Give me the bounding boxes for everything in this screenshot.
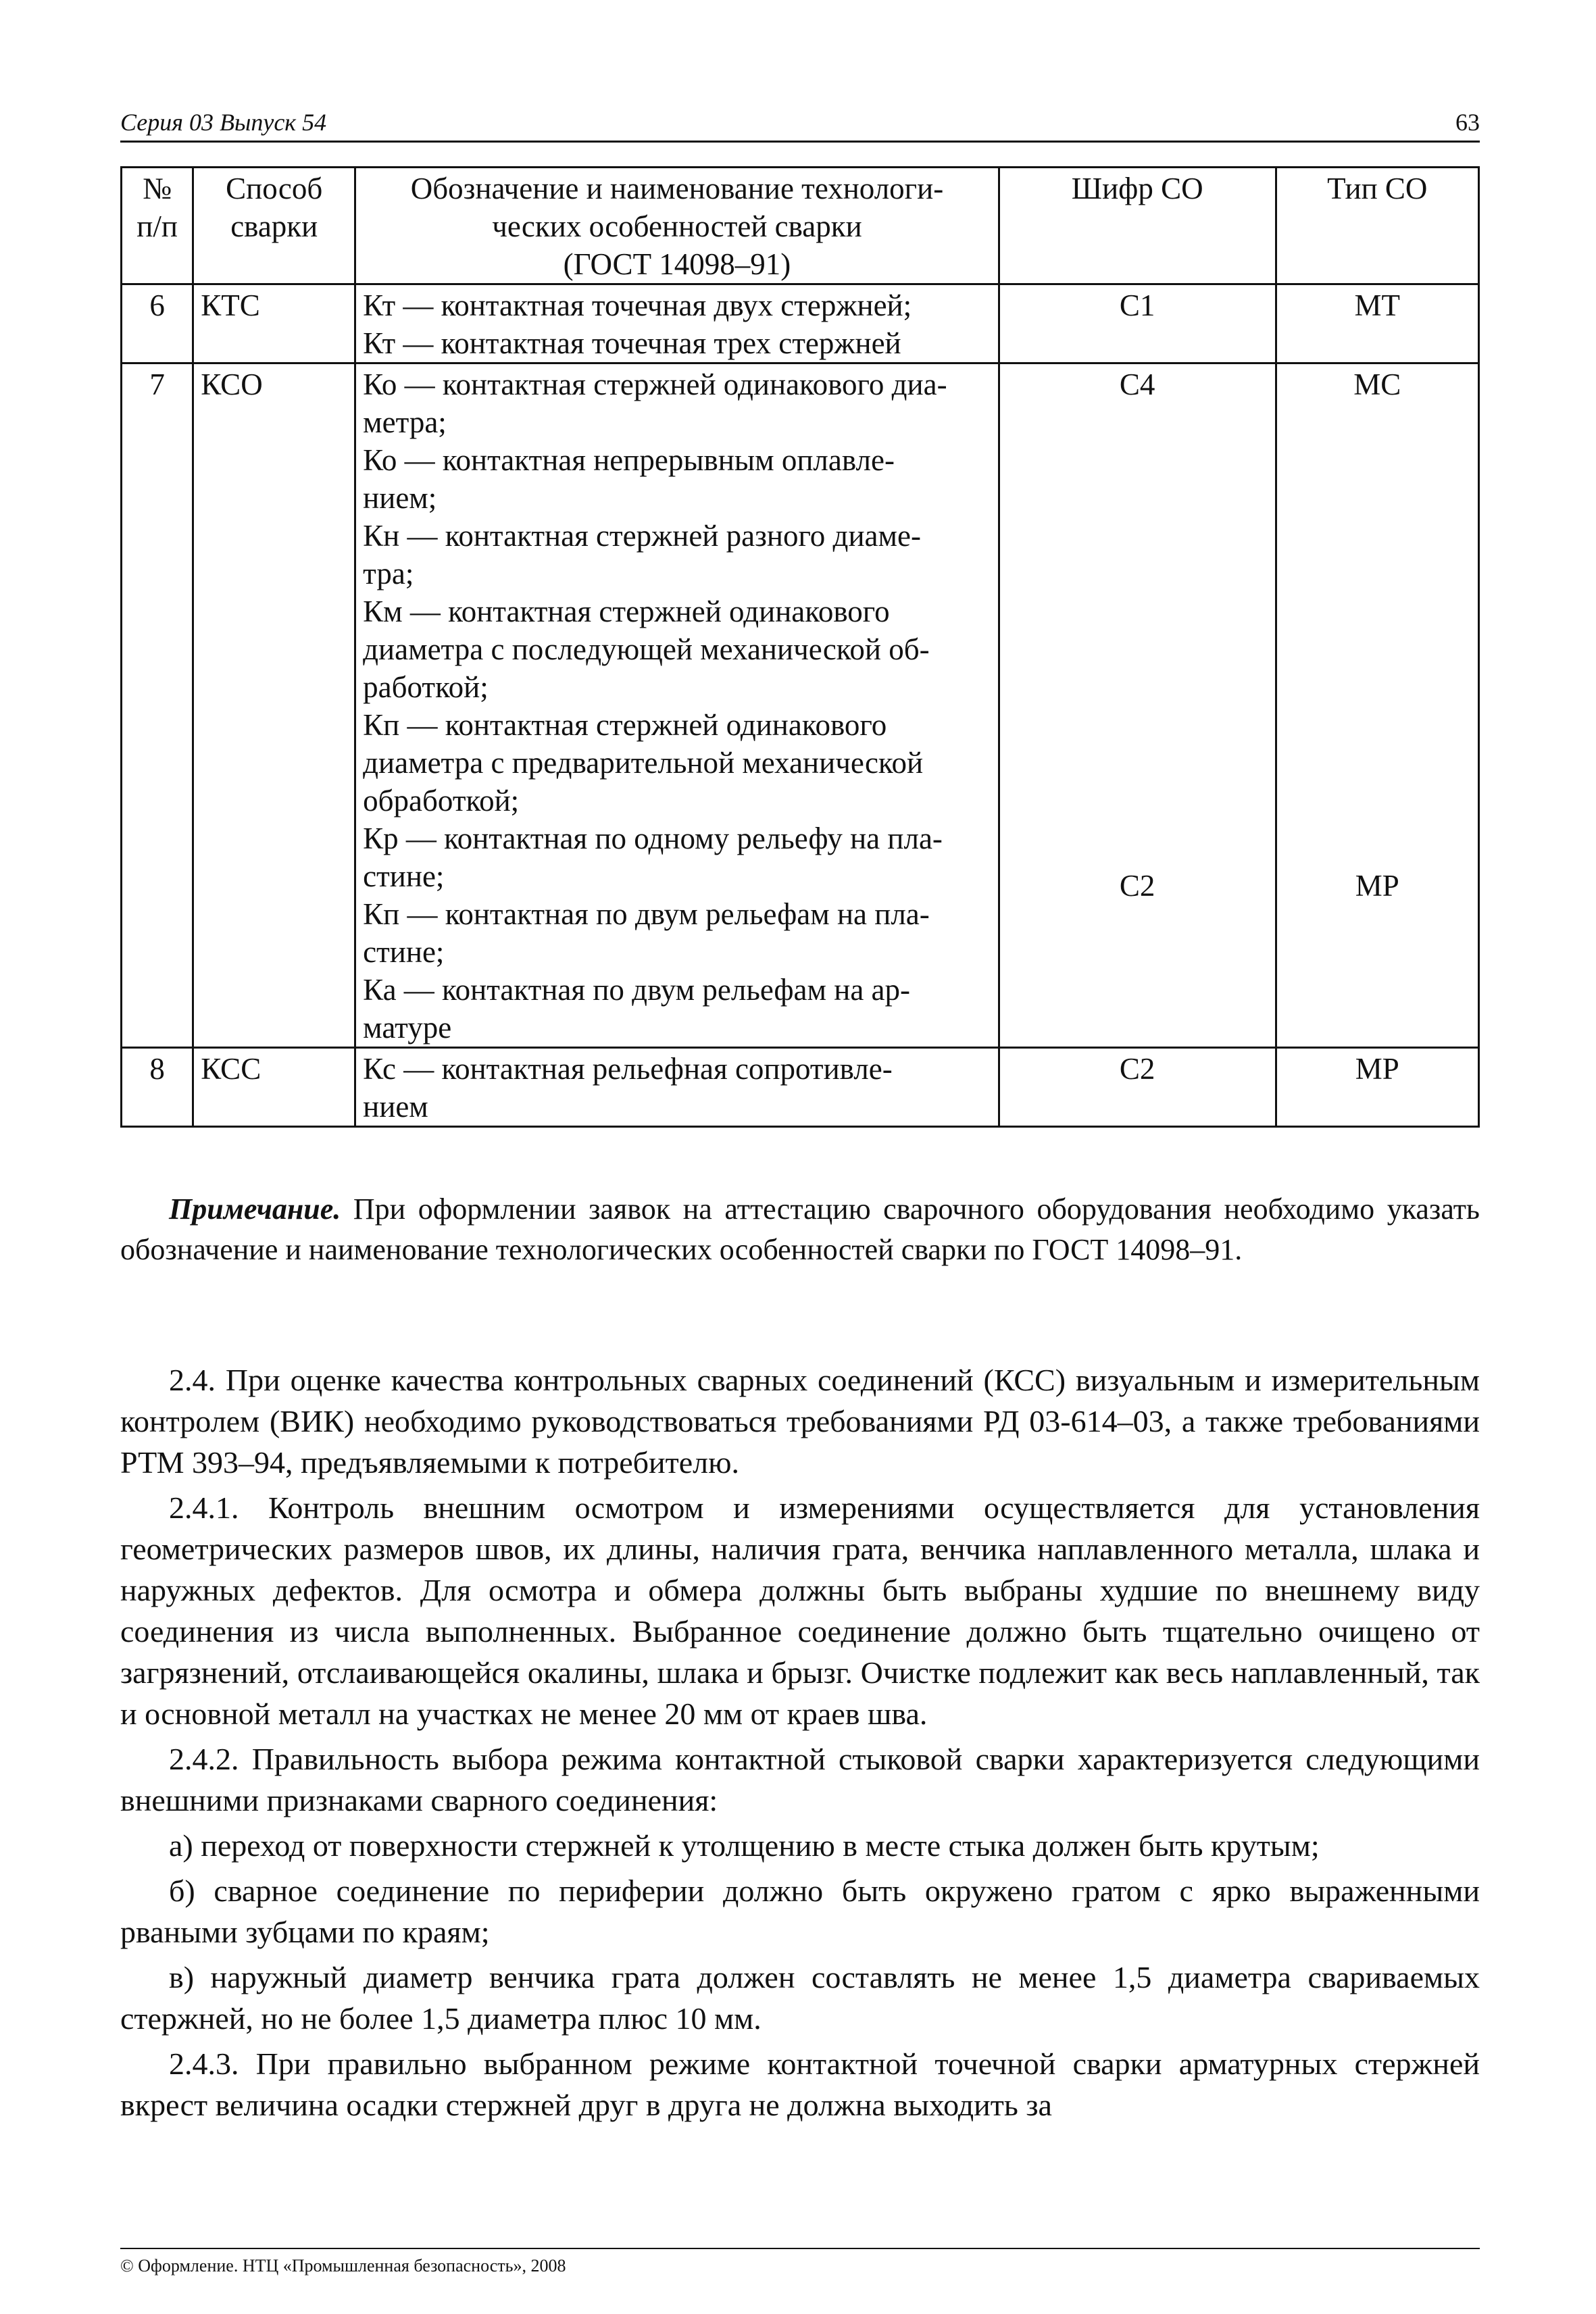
header-code: Шифр СО [999, 168, 1276, 284]
cell-way: КСО [193, 363, 355, 1048]
cell-way: КТС [193, 284, 355, 363]
note-text: При оформлении заявок на аттестацию сварочного оборудования необходимо указать обозначение и наименование технологических особенностей сварки по ГОСТ 14098–91. [120, 1192, 1480, 1266]
paragraph: 2.4. При оценке качества контрольных сварных соединений (КСС) визуальным и измерительным контролем (ВИК) необходимо руководствоваться требованиями РД 03-614–03, а также требованиями РТМ 393–94, предъявляемыми к потребителю. [120, 1363, 1480, 1480]
paragraph: 2.4.2. Правильность выбора режима контактной стыковой сварки характеризуется следующими внешними признаками сварного соединения: [120, 1742, 1480, 1817]
cell-type: МР [1276, 1048, 1478, 1127]
copyright-text: © Оформление. НТЦ «Промышленная безопасность», 2008 [120, 2256, 566, 2275]
paragraph: в) наружный диаметр венчика грата должен составлять не менее 1,5 диаметра свариваемых стержней, но не более 1,5 диаметра плюс 10 мм. [120, 1960, 1480, 2036]
cell-desc: Ко — контактная стержней одинакового диа- метра; Ко — контактная непрерывным оплавле- нием; Кн — контактная стержней разного диаме- тра; Км — контактная стержней одинакового диаметра с последующей механической об- работкой; Кп — контактная стержней одинакового диаметра с предварительной механической обработкой; Кр — контактная по одному рельефу на пла- стине; Кп — контактная по двум рельефам на пла- стине; Ка — контактная по двум рельефам на ар- матуре [355, 363, 999, 1048]
table-row [122, 1048, 1479, 1127]
note-lead: Примечание. [169, 1192, 341, 1226]
paragraph: 2.4.1. Контроль внешним осмотром и измерениями осуществляется для установления геометрических размеров швов, их длины, наличия грата, венчика наплавленного металла, шлака и наружных дефектов. Для осмотра и обмера должны быть выбраны худшие по внешнему виду соединения из числа выполненных. Выбранное соединение должно быть тщательно очищено от загрязнений, отслаивающейся окалины, шлака и брызг. Очистке подлежит как весь наплавленный, так и основной металл на участках не менее 20 мм от краев шва. [120, 1490, 1480, 1731]
series-title: Серия 03 Выпуск 54 [120, 109, 327, 136]
paragraph: б) сварное соединение по периферии должно быть окружено гратом с ярко выраженными рваными зубцами по краям; [120, 1873, 1480, 1949]
header-type: Тип СО [1276, 168, 1478, 284]
body-text [120, 1359, 1480, 2130]
table-note [120, 1189, 1480, 1270]
header-num: № п/п [122, 168, 193, 284]
page-header [120, 103, 1480, 143]
paragraph: а) переход от поверхности стержней к утолщению в месте стыка должен быть крутым; [169, 1828, 1320, 1863]
cell-desc: Кс — контактная рельефная сопротивле- нием [355, 1048, 999, 1127]
cell-code: С2 [999, 1048, 1276, 1127]
cell-code: С4 С2 [999, 363, 1276, 1048]
header-way: Способ сварки [193, 168, 355, 284]
cell-num: 8 [122, 1048, 193, 1127]
cell-num: 6 [122, 284, 193, 363]
cell-num: 7 [122, 363, 193, 1048]
page-footer [120, 2248, 1480, 2276]
welding-methods-table [120, 166, 1480, 1128]
cell-type: МТ [1276, 284, 1478, 363]
cell-way: КСС [193, 1048, 355, 1127]
cell-code: С1 [999, 284, 1276, 363]
page-number: 63 [1455, 109, 1480, 136]
table-header-row [122, 168, 1479, 284]
cell-type: МС МР [1276, 363, 1478, 1048]
table-row [122, 363, 1479, 1048]
header-desc: Обозначение и наименование технологи- ческих особенностей сварки (ГОСТ 14098–91) [355, 168, 999, 284]
cell-desc: Кт — контактная точечная двух стержней; Кт — контактная точечная трех стержней [355, 284, 999, 363]
table-row [122, 284, 1479, 363]
paragraph: 2.4.3. При правильно выбранном режиме контактной точечной сварки арматурных стержней вкрест величина осадки стержней друг в друга не должна выходить за [120, 2046, 1480, 2122]
